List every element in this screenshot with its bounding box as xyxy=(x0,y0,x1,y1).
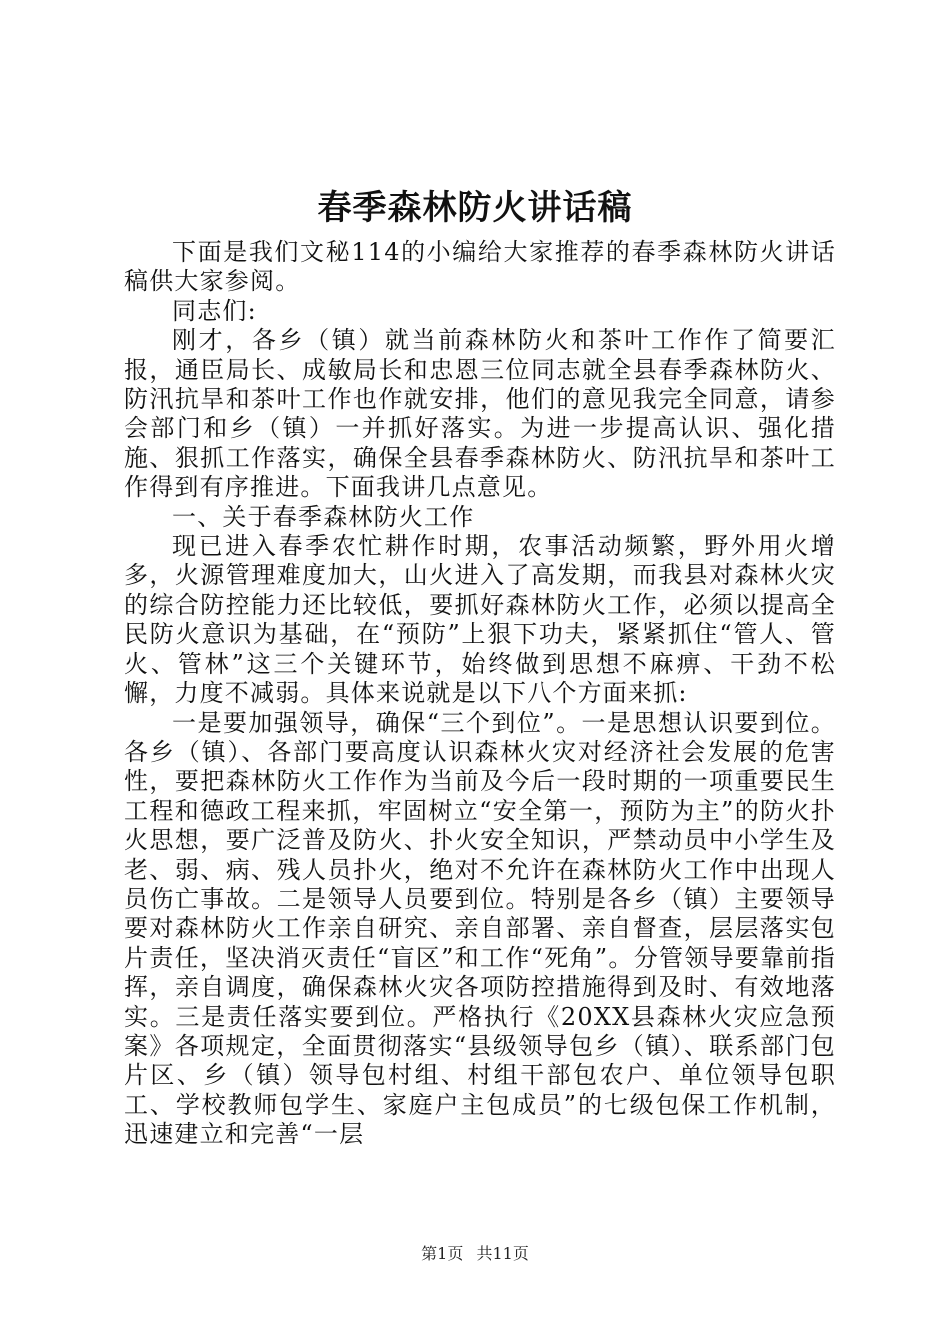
section-heading: 一、关于春季森林防火工作 xyxy=(172,502,475,531)
point-one-paragraph: 一是要加强领导，确保“三个到位”。一是思想认识要到位。各乡（镇）、各部门要高度认识森林火灾对经济社会发展的危害性，要把森林防火工作作为当前及今后一段时期的一项重要民生工程和德政工程来抓，牢固树立“安全第一，预防为主”的防火扑火思想，要广泛普及防火、扑火安全知识，严禁动员中小学生及老、弱、病、残人员扑火，绝对不允许在森林防火工作中出现人员伤亡事故。二是领导人员要到位。特别是各乡（镇）主要领导要对森林防火工作亲自研究、亲自部署、亲自督查，层层落实包片责任，坚决消灭责任“盲区”和工作“死角”。分管领导要靠前指挥，亲自调度，确保森林火灾各项防控措施得到及时、有效地落实。三是责任落实要到位。严格执行《20XX县森林火灾应急预案》各项规定，全面贯彻落实“县级领导包乡（镇）、联系部门包片区、乡（镇）领导包村组、村组干部包农户、单位领导包职工、学校教师包学生、家庭户主包成员”的七级包保工作机制，迅速建立和完善“一层 xyxy=(124,708,836,1149)
salutation: 同志们: xyxy=(172,296,257,325)
page-total: 共11页 xyxy=(476,1244,529,1263)
page-number: 第1页 xyxy=(421,1244,464,1263)
page-footer xyxy=(0,1244,950,1264)
opening-paragraph: 刚才，各乡（镇）就当前森林防火和茶叶工作作了简要汇报，通臣局长、成敏局长和忠恩三位同志就全县春季森林防火、防汛抗旱和茶叶工作也作就安排，他们的意见我完全同意，请参会部门和乡（镇）一并抓好落实。为进一步提高认识、强化措施、狠抓工作落实，确保全县春季森林防火、防汛抗旱和茶叶工作得到有序推进。下面我讲几点意见。 xyxy=(124,326,836,502)
document-body xyxy=(124,238,836,1150)
section-paragraph: 现已进入春季农忙耕作时期，农事活动频繁，野外用火增多，火源管理难度加大，山火进入了高发期，而我县对森林火灾的综合防控能力还比较低，要抓好森林防火工作，必须以提高全民防火意识为基础，在“预防”上狠下功夫，紧紧抓住“管人、管火、管林”这三个关键环节，始终做到思想不麻痹、干劲不松懈，力度不减弱。具体来说就是以下八个方面来抓: xyxy=(124,532,836,708)
document-title: 春季森林防火讲话稿 xyxy=(317,188,633,228)
intro-paragraph: 下面是我们文秘114的小编给大家推荐的春季森林防火讲话稿供大家参阅。 xyxy=(124,238,836,296)
